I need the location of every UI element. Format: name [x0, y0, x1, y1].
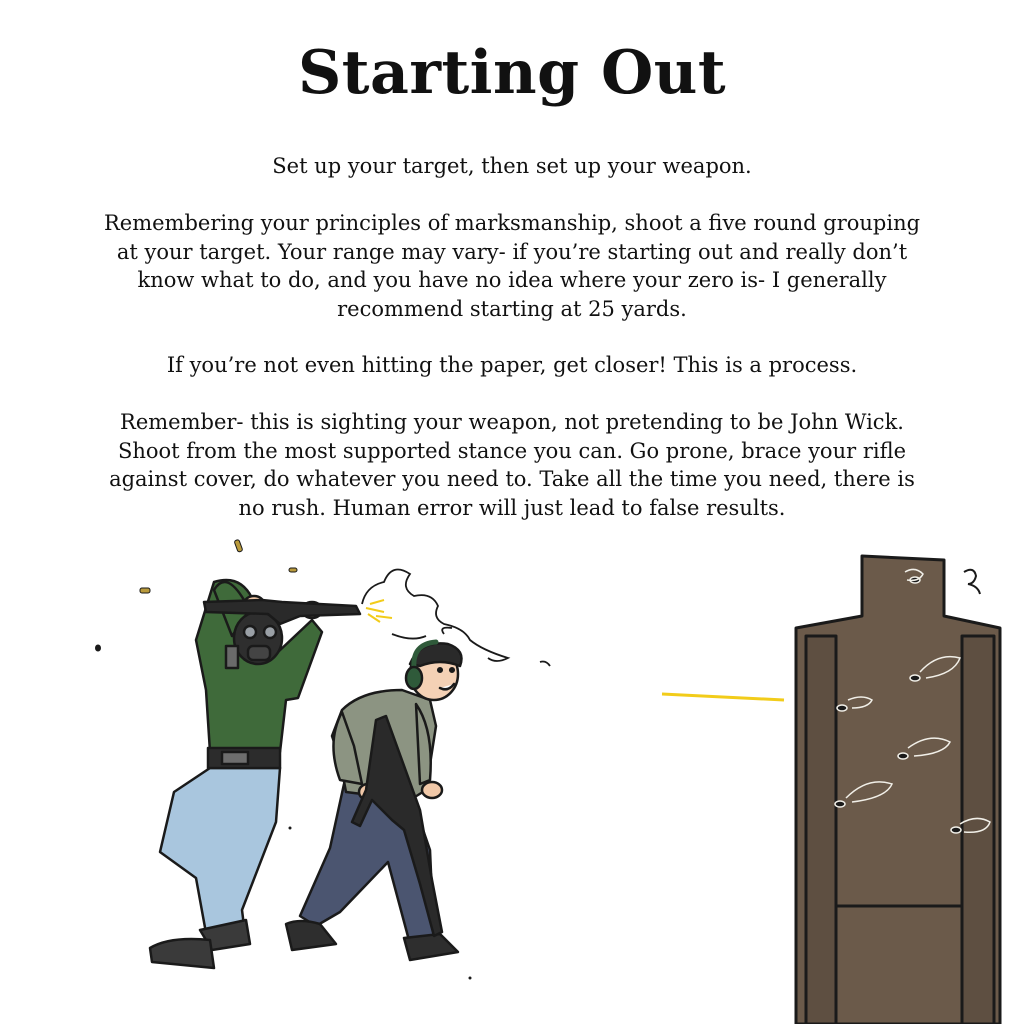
- silhouette-target: [796, 556, 1000, 1024]
- get-closer-paragraph: If you’re not even hitting the paper, get closer! This is a process.: [166, 353, 858, 377]
- shooter-1-jeans: [160, 768, 280, 944]
- tracer-line: [662, 694, 784, 700]
- target-stand-right: [962, 636, 994, 1024]
- shooter-2-boot-front: [404, 934, 458, 960]
- shooter-2-headset: [406, 667, 422, 689]
- target-stand-left: [806, 636, 836, 1024]
- supported-stance-paragraph: Remember- this is sighting your weapon, not pretending to be John Wick. Shoot from the most supported stance you can. Go prone, brace your rifle against cover, do whatever you need to. Take all the time you need, there is no rush. Human error will just lead to false results.: [109, 410, 915, 520]
- shooter-headset: [286, 642, 462, 960]
- shooter-2-boot-back: [286, 921, 336, 950]
- muzzle-flash: [366, 600, 392, 622]
- page-title: Starting Out: [297, 38, 727, 108]
- shooter-1-boot-front: [150, 939, 214, 968]
- intro-paragraph: Set up your target, then set up your weapon.: [272, 154, 752, 178]
- marksmanship-paragraph: Remembering your principles of marksmanship, shoot a five round grouping at your target. Your range may vary- if you’re starting out and really don’t know what to do, and you have no idea where your zero is- I generally recommend starting at 25 yards.: [103, 211, 921, 321]
- range-illustration: [0, 530, 1024, 1024]
